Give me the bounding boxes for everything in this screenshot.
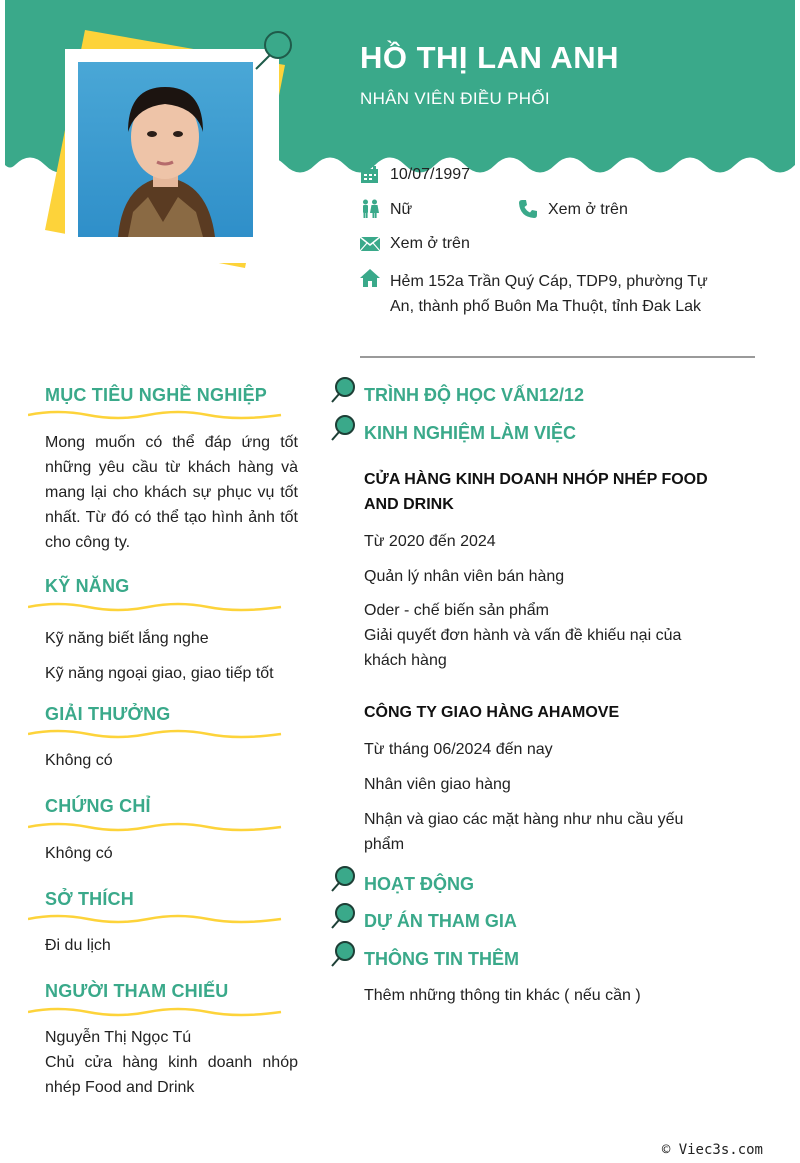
calendar-icon	[360, 165, 380, 185]
job-role: Quản lý nhân viên bán hàng	[364, 568, 565, 585]
skill-item: Kỹ năng biết lắng nghe	[45, 630, 209, 647]
reference-desc: Chủ cửa hàng kinh doanh nhóp nhép Food and Drink	[45, 1054, 298, 1096]
email-value[interactable]: Xem ở trên	[390, 235, 470, 252]
activities-title: HOẠT ĐỘNG	[364, 874, 474, 894]
skill-item: Kỹ năng ngoại giao, giao tiếp tốt	[45, 665, 274, 682]
job-role: Nhân viên giao hàng	[364, 776, 511, 793]
certificates-text: Không có	[45, 845, 113, 862]
profile-photo-block	[40, 25, 300, 275]
objective-text: Mong muốn có thể đáp ứng tốt những yêu cầu từ khách hàng và mang lại cho khách sự phục vụ tốt nhất. Từ đó có thể tạo hình ảnh tốt cho công ty.	[45, 434, 298, 551]
objective-underline	[28, 409, 283, 421]
certificates-underline	[28, 821, 283, 833]
hobbies-title: SỞ THÍCH	[45, 889, 134, 909]
hobbies-text: Đi du lịch	[45, 937, 111, 954]
awards-underline	[28, 728, 283, 740]
phone-value[interactable]: Xem ở trên	[548, 201, 628, 218]
phone-icon	[518, 199, 538, 219]
job-period: Từ tháng 06/2024 đến nay	[364, 741, 553, 758]
objective-title: MỤC TIÊU NGHỀ NGHIỆP	[45, 385, 268, 405]
education-title: TRÌNH ĐỘ HỌC VẤN12/12	[364, 385, 585, 405]
pin-icon	[250, 25, 300, 75]
references-title: NGƯỜI THAM CHIẾU	[45, 981, 229, 1001]
reference-name: Nguyễn Thị Ngọc Tú	[45, 1029, 192, 1046]
gender-icon	[360, 199, 380, 219]
awards-text: Không có	[45, 752, 113, 769]
references-underline	[28, 1006, 283, 1018]
candidate-name: HỒ THỊ LAN ANH	[360, 40, 619, 75]
address-value: Hẻm 152a Trần Quý Cáp, TDP9, phường Tự An, thành phố Buôn Ma Thuột, tỉnh Đak Lak	[390, 273, 708, 315]
projects-title: DỰ ÁN THAM GIA	[364, 911, 517, 931]
company-name: CÔNG TY GIAO HÀNG AHAMOVE	[364, 704, 620, 721]
skills-underline	[28, 601, 283, 613]
job-period: Từ 2020 đến 2024	[364, 533, 496, 550]
pin-icon	[330, 865, 356, 893]
job-title: NHÂN VIÊN ĐIỀU PHỐI	[360, 89, 550, 108]
hobbies-underline	[28, 913, 283, 925]
experience-title: KINH NGHIỆM LÀM VIỆC	[364, 423, 577, 443]
home-icon	[360, 268, 380, 288]
pin-icon	[330, 414, 356, 442]
certificates-title: CHỨNG CHỈ	[45, 796, 151, 816]
birthday-value: 10/07/1997	[390, 166, 471, 183]
more-info-title: THÔNG TIN THÊM	[364, 949, 519, 969]
copyright: © Viec3s.com	[661, 1142, 763, 1158]
job-detail: Nhận và giao các mặt hàng như nhu cầu yếu phẩm	[364, 811, 684, 853]
gender-value: Nữ	[390, 201, 413, 218]
pin-icon	[330, 940, 356, 968]
skills-title: KỸ NĂNG	[45, 576, 130, 596]
avatar	[78, 62, 253, 237]
company-name: CỬA HÀNG KINH DOANH NHÓP NHÉP FOOD AND DRINK	[364, 471, 708, 513]
pin-icon	[330, 376, 356, 404]
header-divider	[360, 356, 755, 358]
job-detail: Oder - chế biến sản phẩm	[364, 602, 549, 619]
photo-frame	[65, 49, 279, 263]
pin-icon	[330, 902, 356, 930]
awards-title: GIẢI THƯỞNG	[45, 704, 171, 724]
more-info-text: Thêm những thông tin khác ( nếu cần )	[364, 987, 641, 1004]
email-icon	[360, 234, 380, 254]
job-detail: Giải quyết đơn hành và vấn đề khiếu nại của khách hàng	[364, 627, 682, 669]
